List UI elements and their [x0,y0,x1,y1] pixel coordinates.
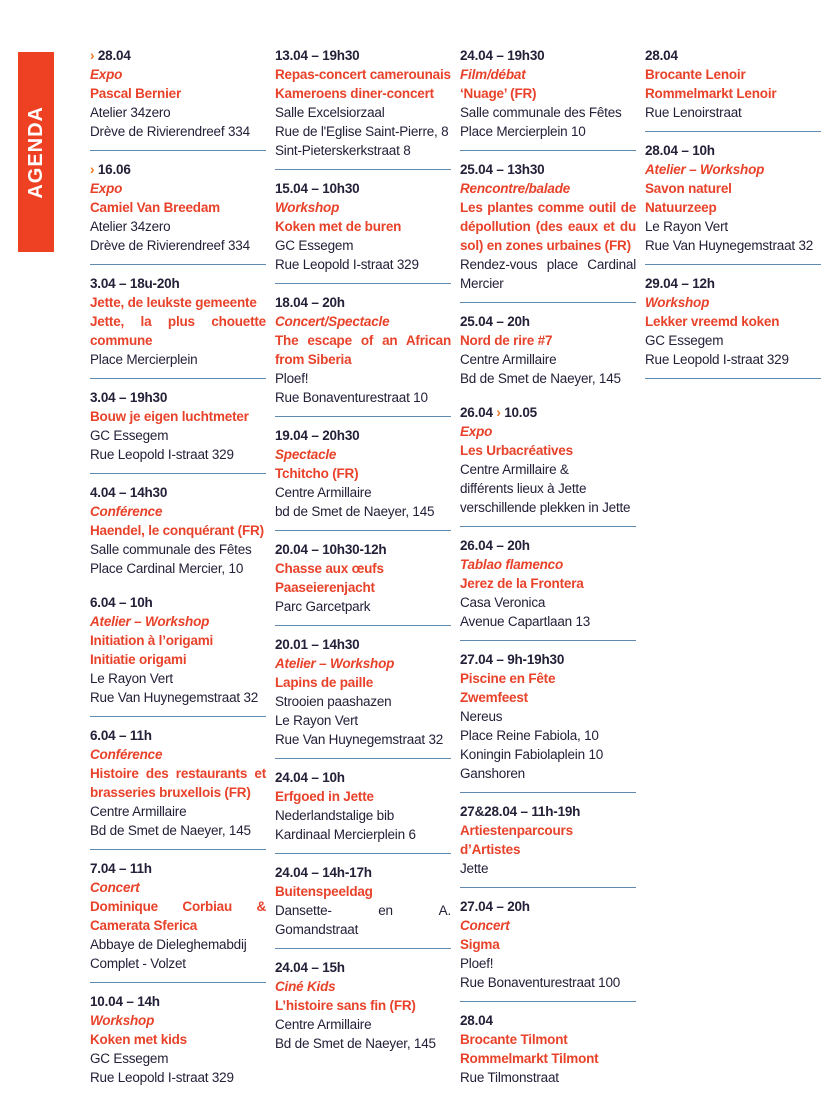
event-title: Jerez de la Frontera [460,576,584,591]
event-detail: Le Rayon Vert [275,713,358,728]
event-detail: Kardinaal Mercierplein 6 [275,827,416,842]
event-item [275,768,451,854]
event-title: Haendel, le conquérant (FR) [90,523,264,538]
event-date: 25.04 – 13h30 [460,162,545,177]
event-title: Bouw je eigen luchtmeter [90,409,249,424]
event-title: Zwemfeest [460,690,528,705]
event-category: Workshop [645,295,710,310]
event-date: 15.04 – 10h30 [275,181,360,196]
event-title: Savon naturel [645,181,732,196]
event-detail: Bd de Smet de Naeyer, 145 [90,823,251,838]
event-date: › 28.04 [90,48,131,63]
event-detail: GC Essegem [645,333,724,348]
event-title: Natuurzeep [645,200,717,215]
event-date: 18.04 – 20h [275,295,345,310]
event-item [90,46,266,151]
event-item [460,160,636,303]
event-category: Ciné Kids [275,979,336,994]
event-item [90,992,266,1087]
event-category: Concert [90,880,140,895]
event-title: ‘Nuage’ (FR) [460,86,537,101]
event-date: 27.04 – 20h [460,899,530,914]
event-detail: Nederlandstalige bib [275,808,395,823]
event-title: Piscine en Fête [460,671,556,686]
event-item [90,274,266,379]
event-detail: Ploef! [460,956,494,971]
event-title: Lapins de paille [275,675,374,690]
agenda-tab-label: AGENDA [24,105,47,199]
event-date: 6.04 – 11h [90,728,152,743]
event-item [90,388,266,474]
event-detail: Atelier 34zero [90,105,171,120]
event-detail: Nereus [460,709,503,724]
event-date: 3.04 – 19h30 [90,390,168,405]
event-item [460,897,636,1002]
event-category: Expo [90,67,123,82]
agenda-column [645,46,821,1100]
event-detail: bd de Smet de Naeyer, 145 [275,504,435,519]
event-detail: Rue Leopold I-straat 329 [90,447,234,462]
event-item [645,141,821,265]
event-title: Paaseierenjacht [275,580,375,595]
event-detail: Rue Leopold I-straat 329 [275,257,419,272]
event-date: 28.04 [645,48,678,63]
agenda-column [90,46,266,1100]
event-detail: Abbaye de Dieleghemabdij [90,937,247,952]
event-date: 28.04 – 10h [645,143,715,158]
event-date: 10.04 – 14h [90,994,160,1009]
event-category: Workshop [275,200,340,215]
event-category: Concert [460,918,510,933]
event-item [275,426,451,531]
event-category: Conférence [90,747,163,762]
event-title: Initiation à l’origami [90,633,214,648]
event-detail: Koningin Fabiolaplein 10 [460,747,604,762]
event-columns [90,46,821,1100]
event-item [275,179,451,284]
event-title: Histoire des restaurants et brasseries bruxellois (FR) [90,766,266,800]
event-title: Rommelmarkt Lenoir [645,86,777,101]
event-detail: Avenue Capartlaan 13 [460,614,591,629]
event-title: Initiatie origami [90,652,187,667]
event-detail: Drève de Rivierendreef 334 [90,124,250,139]
event-title: Erfgoed in Jette [275,789,374,804]
event-detail: Le Rayon Vert [90,671,173,686]
event-date: 4.04 – 14h30 [90,485,168,500]
event-date: 20.04 – 10h30-12h [275,542,387,557]
event-detail: Rue Van Huynegemstraat 32 [90,690,259,705]
event-date: 24.04 – 10h [275,770,345,785]
event-title: Jette, la plus chouette commune [90,314,266,348]
event-detail: Rue Leopold I-straat 329 [90,1070,234,1085]
event-item [460,650,636,793]
event-detail: verschillende plekken in Jette [460,500,631,515]
event-detail: Place Mercierplein 10 [460,124,586,139]
event-date: › 16.06 [90,162,131,177]
event-category: Atelier – Workshop [645,162,765,177]
event-detail: Place Mercierplein [90,352,198,367]
event-item [275,958,451,1053]
event-item [90,859,266,983]
event-item [90,483,266,578]
event-title: Tchitcho (FR) [275,466,359,481]
event-detail: Centre Armillaire [90,804,187,819]
event-item [90,160,266,265]
event-detail: Rue Leopold I-straat 329 [645,352,789,367]
event-detail: Place Reine Fabiola, 10 [460,728,599,743]
event-detail: Centre Armillaire [275,1017,372,1032]
event-title: Repas-concert camerounais [275,67,451,82]
event-title: Brocante Lenoir [645,67,746,82]
event-category: Concert/Spectacle [275,314,390,329]
event-date: 27.04 – 9h-19h30 [460,652,565,667]
event-item [645,274,821,379]
event-detail: Atelier 34zero [90,219,171,234]
event-date: 13.04 – 19h30 [275,48,360,63]
event-detail: différents lieux à Jette [460,481,587,496]
agenda-tab [18,52,54,252]
event-title: Koken met kids [90,1032,187,1047]
event-detail: Rendez-vous place Cardinal Mercier [460,257,636,291]
event-item [275,46,451,170]
event-date: 26.04 › 10.05 [460,405,537,420]
event-detail: Rue Bonaventurestraat 100 [460,975,621,990]
event-date: 19.04 – 20h30 [275,428,360,443]
event-title: Rommelmarkt Tilmont [460,1051,599,1066]
event-detail: Rue Bonaventurestraat 10 [275,390,428,405]
event-item [460,312,636,388]
event-detail: Rue Lenoirstraat [645,105,742,120]
event-date: 3.04 – 18u-20h [90,276,180,291]
event-detail: Salle Excelsiorzaal [275,105,385,120]
event-item [460,802,636,888]
event-detail: Sint-Pieterskerkstraat 8 [275,143,411,158]
chevron-icon: › [90,162,95,177]
event-title: Brocante Tilmont [460,1032,568,1047]
event-item [90,726,266,850]
event-category: Rencontre/balade [460,181,571,196]
event-title: Sigma [460,937,500,952]
chevron-icon: › [496,405,501,420]
event-detail: Rue Tilmonstraat [460,1070,559,1085]
event-title: Camiel Van Breedam [90,200,220,215]
event-title: Dominique Corbiau & Camerata Sferica [90,899,266,933]
event-detail: Bd de Smet de Naeyer, 145 [460,371,621,386]
event-item [460,1011,636,1087]
event-date: 6.04 – 10h [90,595,153,610]
event-title: Pascal Bernier [90,86,182,101]
event-title: Les Urbacréatives [460,443,573,458]
event-title: Kameroens diner-concert [275,86,434,101]
event-title: Chasse aux œufs [275,561,384,576]
event-detail: Rue Van Huynegemstraat 32 [645,238,814,253]
event-item [460,403,636,527]
event-title: Les plantes comme outil de dépollution (des eaux et du sol) en zones urbaines (FR) [460,200,636,253]
event-item [275,540,451,626]
event-detail: Centre Armillaire & [460,462,569,477]
event-category: Spectacle [275,447,337,462]
event-item [460,46,636,151]
event-item [275,863,451,949]
event-category: Expo [90,181,123,196]
event-item [460,536,636,641]
event-detail: Casa Veronica [460,595,546,610]
event-date: 24.04 – 15h [275,960,345,975]
agenda-column [275,46,451,1100]
event-category: Workshop [90,1013,155,1028]
event-item [90,593,266,717]
event-detail: Place Cardinal Mercier, 10 [90,561,244,576]
event-detail: Strooien paashazen [275,694,392,709]
event-date: 24.04 – 14h-17h [275,865,372,880]
event-title: Nord de rire #7 [460,333,553,348]
event-title: The escape of an African from Siberia [275,333,451,367]
event-detail: Jette [460,861,489,876]
event-detail: Rue de l'Eglise Saint-Pierre, 8 [275,124,449,139]
event-category: Film/débat [460,67,526,82]
event-date: 29.04 – 12h [645,276,715,291]
event-detail: Parc Garcetpark [275,599,371,614]
event-date: 7.04 – 11h [90,861,152,876]
agenda-column [460,46,636,1100]
event-detail: Salle communale des Fêtes [90,542,252,557]
event-category: Tablao flamenco [460,557,564,572]
event-category: Conférence [90,504,163,519]
event-title: L’histoire sans fin (FR) [275,998,416,1013]
event-category: Expo [460,424,493,439]
event-date: 28.04 [460,1013,493,1028]
event-date: 27&28.04 – 11h-19h [460,804,581,819]
event-category: Atelier – Workshop [90,614,210,629]
event-title: Lekker vreemd koken [645,314,780,329]
event-date: 24.04 – 19h30 [460,48,545,63]
event-item [275,635,451,759]
event-detail: Ploef! [275,371,309,386]
event-date: 26.04 – 20h [460,538,530,553]
event-detail: Rue Van Huynegemstraat 32 [275,732,444,747]
event-item [645,46,821,132]
event-detail: Le Rayon Vert [645,219,728,234]
event-detail: Ganshoren [460,766,525,781]
chevron-icon: › [90,48,95,63]
event-detail: GC Essegem [90,1051,169,1066]
event-detail: Salle communale des Fêtes [460,105,622,120]
event-detail: Centre Armillaire [460,352,557,367]
event-detail: Dansette- en A. Gomandstraat [275,903,451,937]
event-detail: Complet - Volzet [90,956,186,971]
event-date: 25.04 – 20h [460,314,530,329]
event-detail: Centre Armillaire [275,485,372,500]
event-item [275,293,451,417]
event-category: Atelier – Workshop [275,656,395,671]
event-date: 20.01 – 14h30 [275,637,360,652]
event-title: Artiestenparcours d’Artistes [460,823,573,857]
event-title: Koken met de buren [275,219,402,234]
event-detail: GC Essegem [90,428,169,443]
event-detail: Drève de Rivierendreef 334 [90,238,250,253]
event-title: Jette, de leukste gemeente [90,295,257,310]
event-detail: Bd de Smet de Naeyer, 145 [275,1036,436,1051]
event-title: Buitenspeeldag [275,884,373,899]
event-detail: GC Essegem [275,238,354,253]
